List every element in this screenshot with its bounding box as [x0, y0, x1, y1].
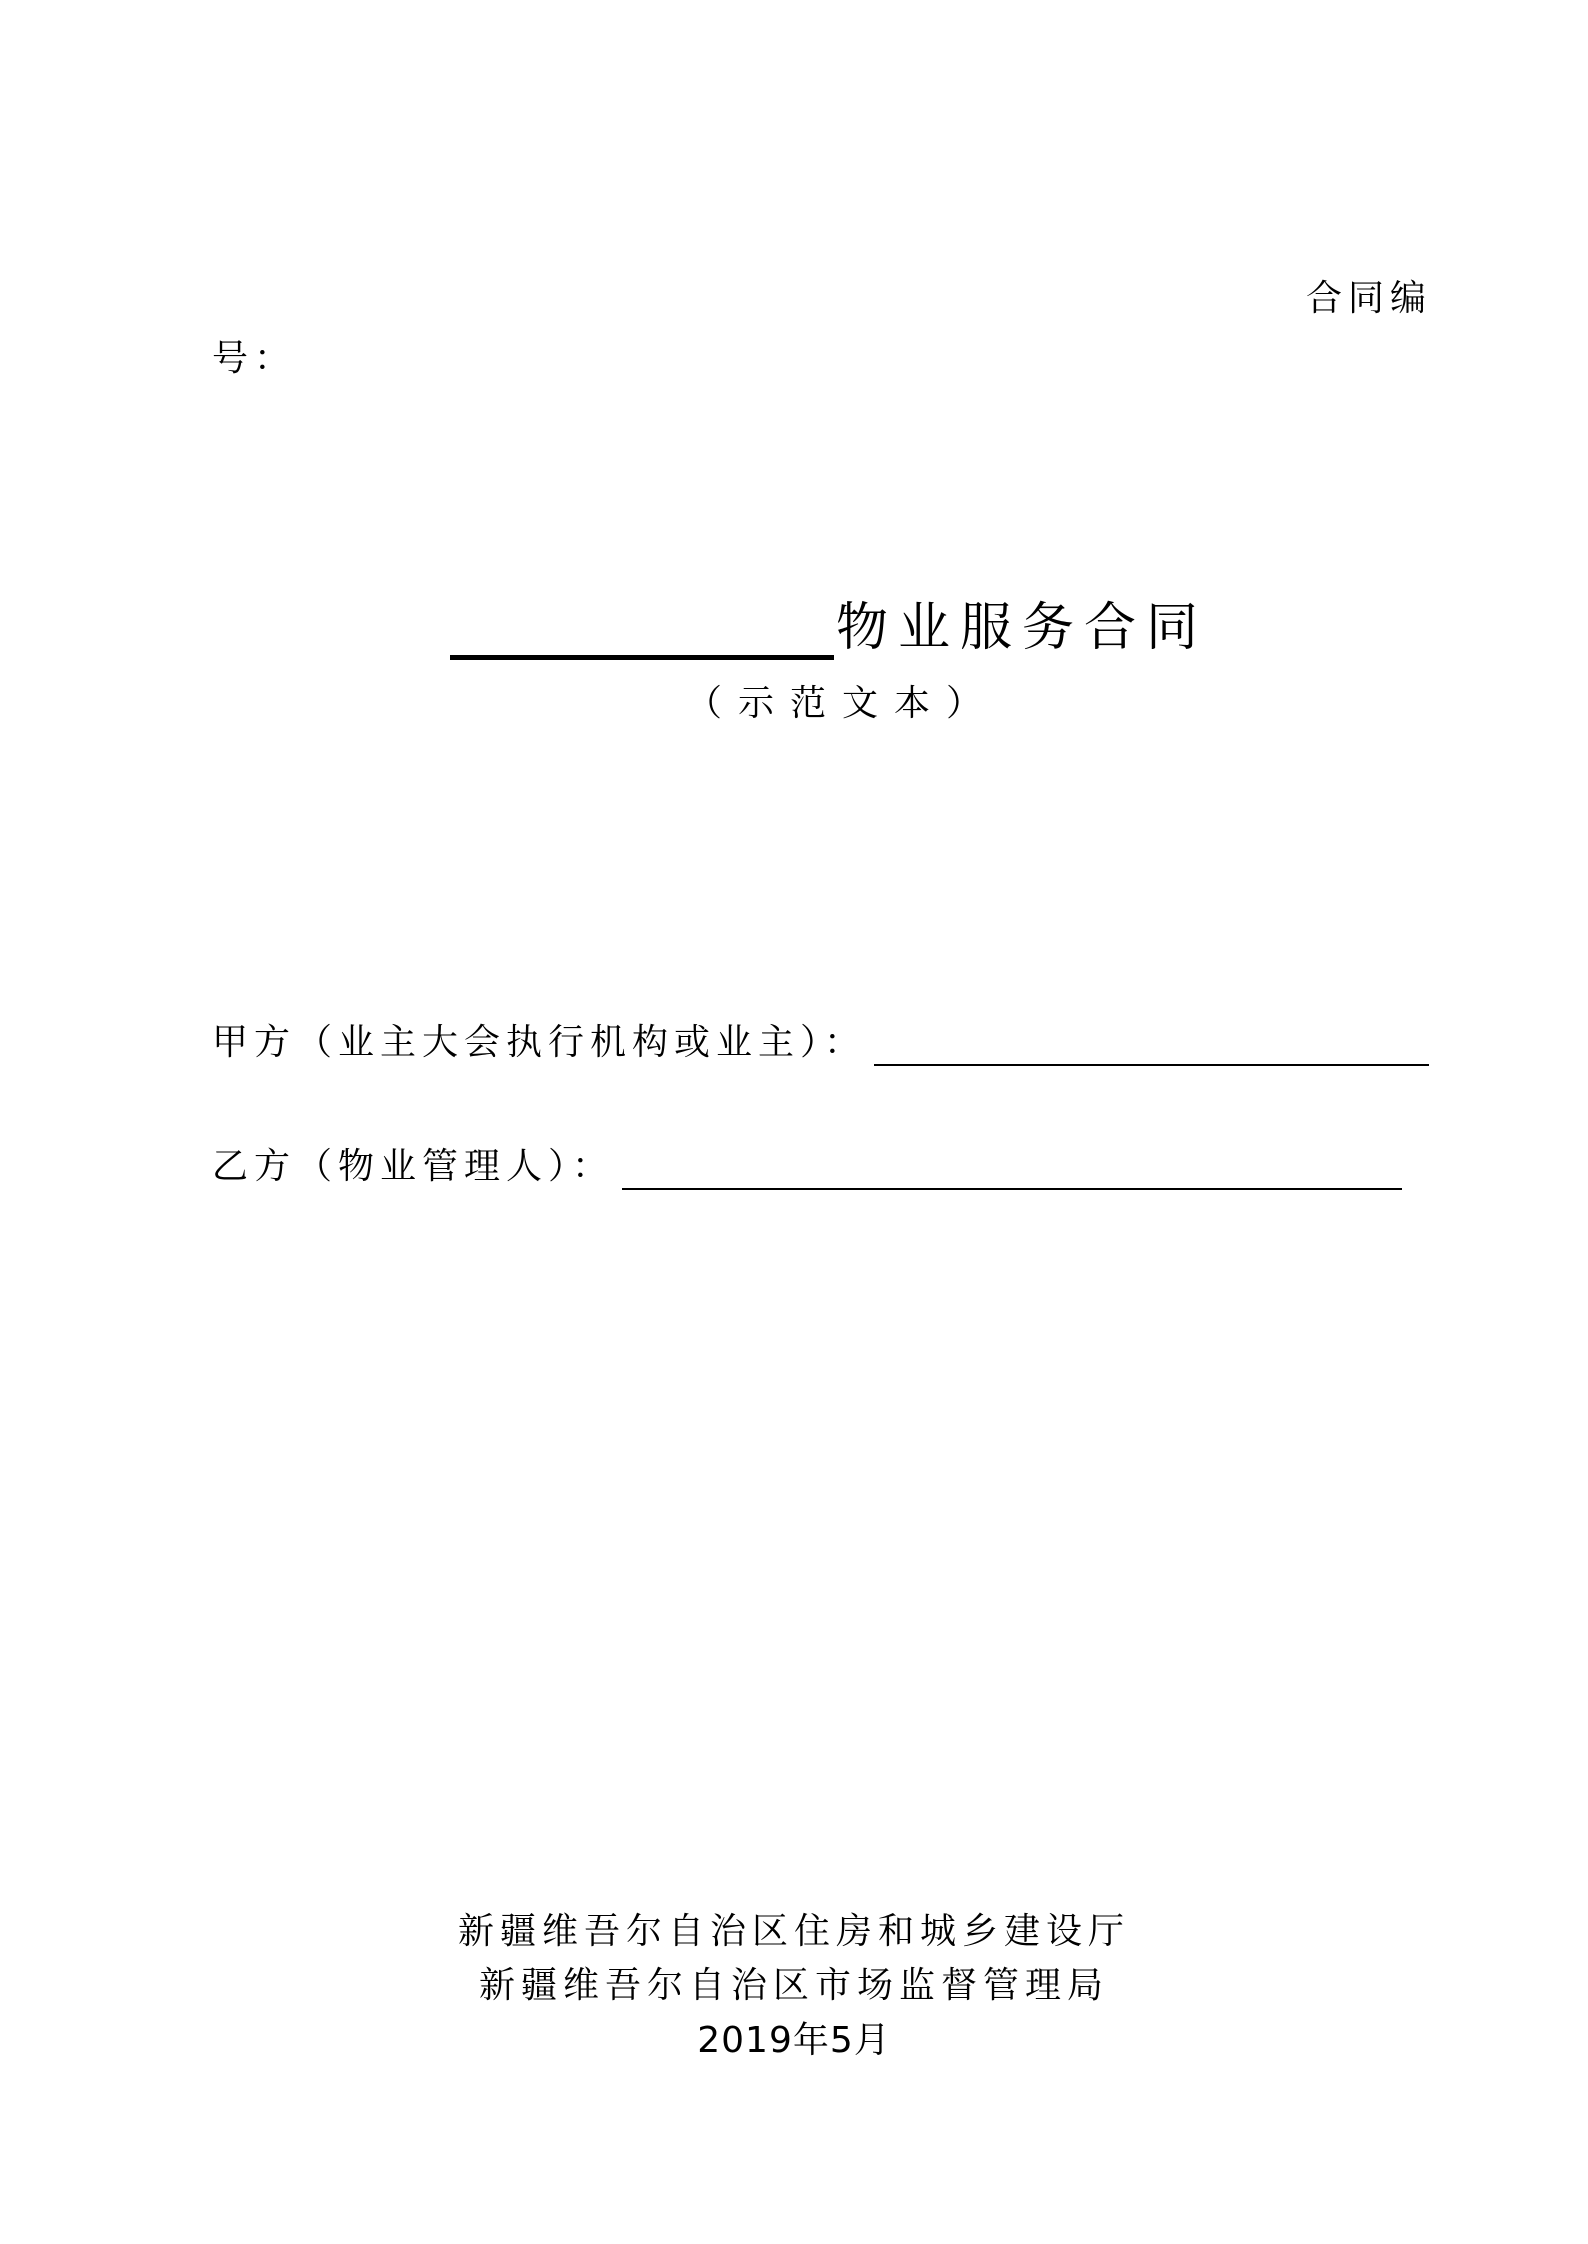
document-subtitle: （示范文本） — [686, 683, 999, 724]
party-b-blank-line — [622, 1144, 1402, 1190]
issuer-housing-department: 新疆维吾尔自治区住房和城乡建设厅 — [457, 1911, 1130, 1952]
party-b-row — [212, 1144, 1402, 1190]
party-b-label: 乙方（物业管理人）： — [212, 1146, 615, 1187]
contract-number-label-line1: 合同编 — [1306, 278, 1433, 319]
document-title — [450, 590, 1208, 660]
party-a-blank-line — [874, 1020, 1429, 1066]
contract-number-label-line2: 号： — [212, 338, 297, 379]
issue-date: 2019年5月 — [697, 2020, 891, 2061]
title-blank-line — [450, 595, 834, 660]
title-text: 物业服务合同 — [836, 598, 1209, 658]
party-a-label: 甲方（业主大会执行机构或业主）： — [212, 1022, 867, 1063]
issuer-market-supervision-bureau: 新疆维吾尔自治区市场监督管理局 — [478, 1965, 1109, 2006]
party-a-row — [212, 1020, 1429, 1066]
